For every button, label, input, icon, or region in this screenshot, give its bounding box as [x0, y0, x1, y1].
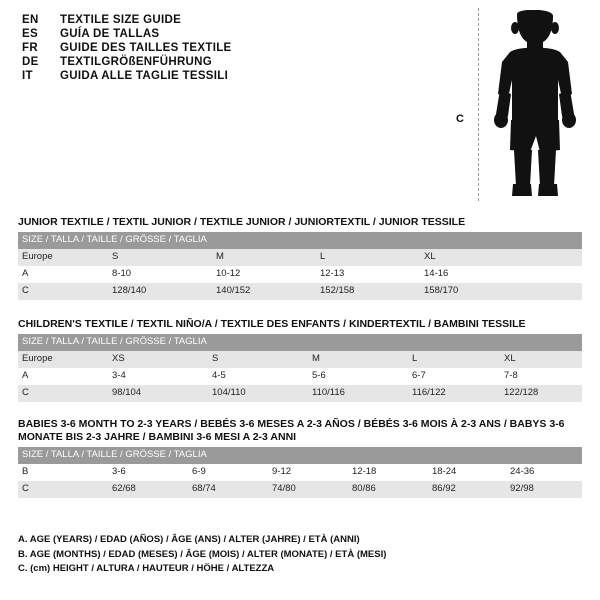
table-row [18, 368, 582, 385]
cell-a-xl: 14-16 [420, 266, 524, 283]
col-s: S [108, 249, 212, 266]
col-europe: Europe [18, 249, 108, 266]
cell-c-l: 152/158 [316, 283, 420, 300]
table-children [18, 334, 582, 402]
table-row [18, 351, 582, 368]
cell-c-4: 80/86 [348, 481, 428, 498]
cell-b-6: 24-36 [506, 464, 582, 481]
legend-item-a: A. AGE (YEARS) / EDAD (AÑOS) / ÂGE (ANS) / ALTER (JAHRE) / ETÀ (ANNI) [18, 534, 360, 545]
cell-c-s: 128/140 [108, 283, 212, 300]
section-title-children: CHILDREN'S TEXTILE / TEXTIL NIÑO/A / TEXTILE DES ENFANTS / KINDERTEXTIL / BAMBINI TESSILE [18, 318, 526, 330]
col-m: M [308, 351, 408, 368]
row-label-a: A [18, 266, 108, 283]
row-label-c: C [18, 385, 108, 402]
language-code-it: IT [22, 70, 33, 82]
language-code-en: EN [22, 14, 39, 26]
cell-c-5: 86/92 [428, 481, 506, 498]
measurement-label-c: C [456, 113, 464, 125]
col-s: S [208, 351, 308, 368]
cell-b-3: 9-12 [268, 464, 348, 481]
row-label-c: C [18, 481, 108, 498]
cell-c-3: 74/80 [268, 481, 348, 498]
table-header-label: SIZE / TALLA / TAILLE / GRÖSSE / TAGLIA [18, 232, 582, 249]
height-guide-line [478, 8, 479, 201]
cell-a-l: 12-13 [316, 266, 420, 283]
cell-c-2: 68/74 [188, 481, 268, 498]
language-title-en: TEXTILE SIZE GUIDE [60, 14, 182, 26]
cell-c-l: 116/122 [408, 385, 500, 402]
cell-b-5: 18-24 [428, 464, 506, 481]
legend-item-c: C. (cm) HEIGHT / ALTURA / HAUTEUR / HÖHE / ALTEZZA [18, 563, 275, 575]
cell-c-xs: 98/104 [108, 385, 208, 402]
table-babies [18, 447, 582, 498]
language-code-es: ES [22, 28, 38, 40]
table-row [18, 249, 582, 266]
cell-c-xl: 158/170 [420, 283, 524, 300]
section-title-junior: JUNIOR TEXTILE / TEXTIL JUNIOR / TEXTILE JUNIOR / JUNIORTEXTIL / JUNIOR TESSILE [18, 216, 466, 228]
language-row-it [22, 70, 422, 82]
language-row-es [22, 28, 422, 40]
table-header-row [18, 232, 582, 249]
legend-block [18, 533, 578, 577]
cell-a-xs: 3-4 [108, 368, 208, 385]
row-label-c: C [18, 283, 108, 300]
col-xs: XS [108, 351, 208, 368]
table-row [18, 464, 582, 481]
language-row-de [22, 56, 422, 68]
language-code-fr: FR [22, 42, 38, 54]
table-header-label: SIZE / TALLA / TAILLE / GRÖSSE / TAGLIA [18, 447, 582, 464]
cell-b-4: 12-18 [348, 464, 428, 481]
language-row-fr [22, 42, 422, 54]
section-babies [18, 418, 582, 498]
language-row-en [22, 14, 422, 26]
col-xl: XL [500, 351, 582, 368]
col-m: M [212, 249, 316, 266]
cell-c-6: 92/98 [506, 481, 582, 498]
cell-a-m: 5-6 [308, 368, 408, 385]
row-label-b: B [18, 464, 108, 481]
col-xl: XL [420, 249, 524, 266]
cell-a-xl: 7-8 [500, 368, 582, 385]
col-l: L [408, 351, 500, 368]
cell-c-xl: 122/128 [500, 385, 582, 402]
language-title-de: TEXTILGRÖßENFÜHRUNG [60, 56, 212, 68]
section-junior [18, 216, 582, 300]
cell-a-m: 10-12 [212, 266, 316, 283]
language-title-it: GUIDA ALLE TAGLIE TESSILI [60, 70, 229, 82]
table-header-label: SIZE / TALLA / TAILLE / GRÖSSE / TAGLIA [18, 334, 582, 351]
table-row [18, 283, 582, 300]
cell-c-1: 62/68 [108, 481, 188, 498]
cell-a-s: 8-10 [108, 266, 212, 283]
cell-c-s: 104/110 [208, 385, 308, 402]
cell-a-s: 4-5 [208, 368, 308, 385]
language-title-es: GUÍA DE TALLAS [60, 28, 160, 40]
table-header-row [18, 334, 582, 351]
table-row [18, 481, 582, 498]
col-l: L [316, 249, 420, 266]
language-code-de: DE [22, 56, 39, 68]
col-europe: Europe [18, 351, 108, 368]
table-row [18, 385, 582, 402]
cell-b-1: 3-6 [108, 464, 188, 481]
cell-b-2: 6-9 [188, 464, 268, 481]
table-row [18, 266, 582, 283]
language-title-block [22, 14, 422, 84]
table-header-row [18, 447, 582, 464]
cell-c-m: 140/152 [212, 283, 316, 300]
cell-c-m: 110/116 [308, 385, 408, 402]
table-junior [18, 232, 582, 300]
language-title-fr: GUIDE DES TAILLES TEXTILE [60, 42, 232, 54]
legend-item-b: B. AGE (MONTHS) / EDAD (MESES) / ÂGE (MOIS) / ALTER (MONATE) / ETÀ (MESI) [18, 548, 387, 560]
toddler-silhouette-icon [480, 10, 590, 202]
section-children [18, 318, 582, 402]
measurement-figure [440, 8, 590, 203]
row-label-a: A [18, 368, 108, 385]
cell-a-l: 6-7 [408, 368, 500, 385]
section-title-babies: BABIES 3-6 MONTH TO 2-3 YEARS / BEBÉS 3-6 MESES A 2-3 AÑOS / BÉBÉS 3-6 MOIS À 2-3 ANS / BABYS 3-6 MONATE BIS 2-3 JAHRE / BAMBINI 3-6 MESI A 2-3 ANNI [18, 418, 565, 444]
